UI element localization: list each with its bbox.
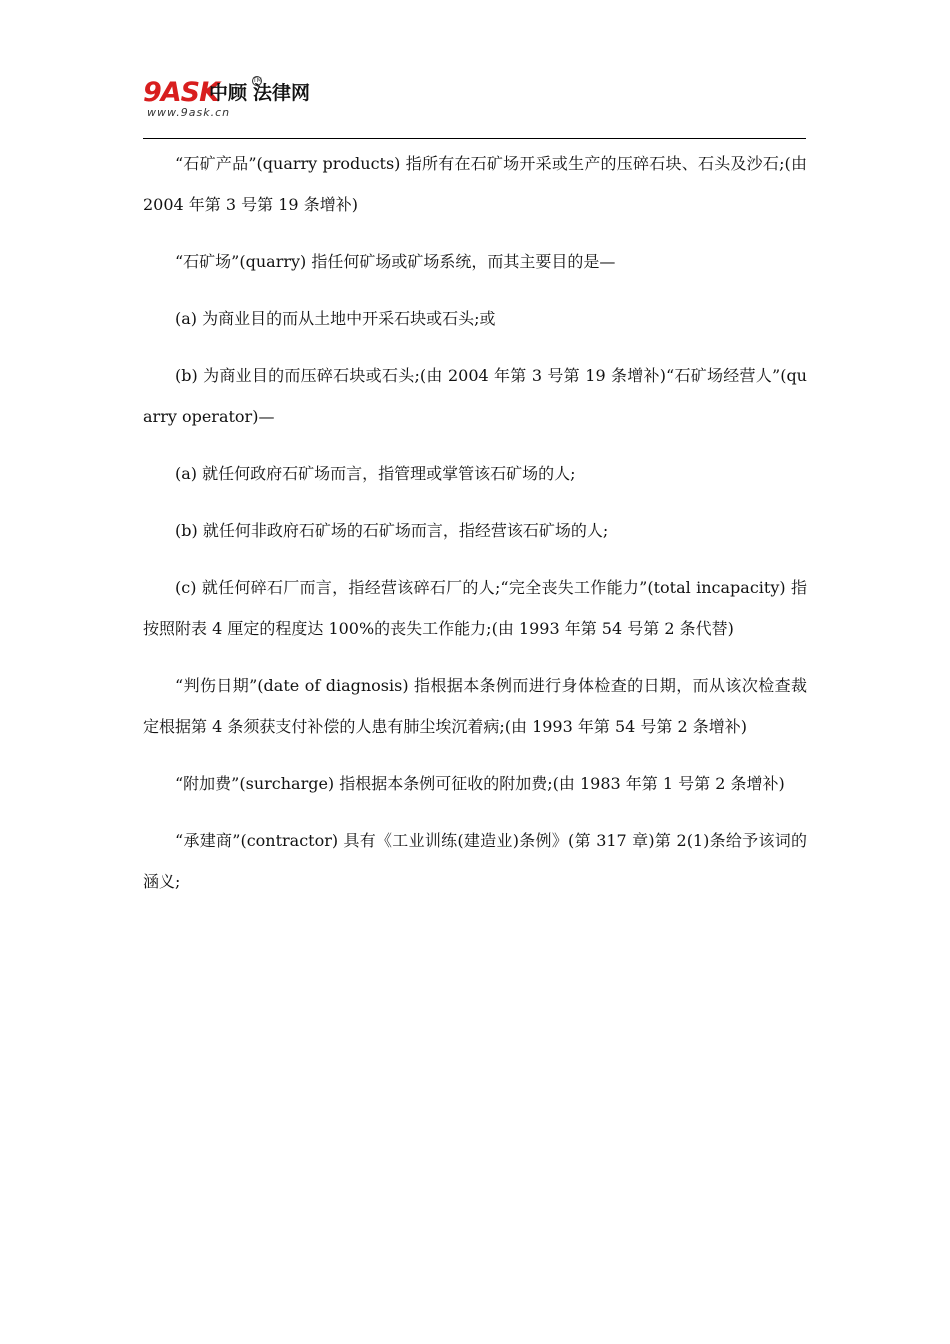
site-logo[interactable] xyxy=(143,76,353,126)
paragraph-quarry-products: “石矿产品”(quarry products) 指所有在石矿场开采或生产的压碎石块、石头及沙石;(由 2004 年第 3 号第 19 条增补) xyxy=(143,154,807,214)
trademark-icon: TM xyxy=(253,77,262,84)
logo-mark: 9ASK xyxy=(143,77,220,108)
paragraph-operator-c: (c) 就任何碎石厂而言，指经营该碎石厂的人;“完全丧失工作能力”(total incapacity) 指按照附表 4 厘定的程度达 100%的丧失工作能力;(由 1993 年第 54 号第 2 条代替) xyxy=(143,578,807,638)
paragraph-operator-b: (b) 就任何非政府石矿场的石矿场而言，指经营该石矿场的人; xyxy=(175,521,609,540)
paragraph-date-of-diagnosis: “判伤日期”(date of diagnosis) 指根据本条例而进行身体检查的日期，而从该次检查裁定根据第 4 条须获支付补偿的人患有肺尘埃沉着病;(由 1993 年第 54 号第 2 条增补) xyxy=(143,676,807,736)
logo-cn-part-1: 中顾 xyxy=(209,82,248,104)
paragraph-surcharge: “附加费”(surcharge) 指根据本条例可征收的附加费;(由 1983 年第 1 号第 2 条增补) xyxy=(175,774,785,793)
header-divider xyxy=(143,138,806,139)
paragraph-operator-a: (a) 就任何政府石矿场而言，指管理或掌管该石矿场的人; xyxy=(175,464,576,483)
logo-cn-part-2: 法律网 xyxy=(253,82,311,104)
document-body xyxy=(143,143,807,918)
paragraph-quarry-a: (a) 为商业目的而从土地中开采石块或石头;或 xyxy=(175,309,496,328)
logo-url: www.9ask.cn xyxy=(147,106,231,119)
paragraph-contractor: “承建商”(contractor) 具有《工业训练(建造业)条例》(第 317 章)第 2(1)条给予该词的涵义; xyxy=(143,831,807,891)
paragraph-quarry-b: (b) 为商业目的而压碎石块或石头;(由 2004 年第 3 号第 19 条增补)“石矿场经营人”(quarry operator)— xyxy=(143,366,807,426)
paragraph-quarry: “石矿场”(quarry) 指任何矿场或矿场系统，而其主要目的是— xyxy=(175,252,616,271)
